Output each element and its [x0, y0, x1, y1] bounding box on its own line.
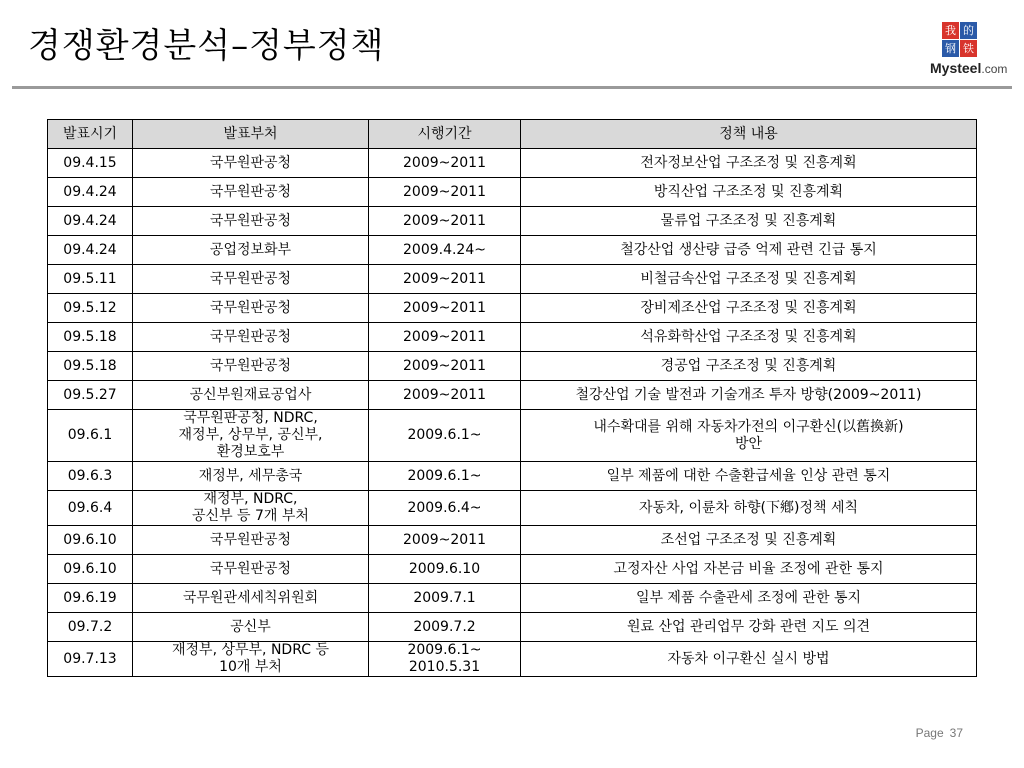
cell-policy-content: 방직산업 구조조정 및 진흥계획: [521, 178, 977, 207]
cell-period: 2009~2011: [369, 265, 521, 294]
table-row: [48, 613, 977, 642]
table-row: [48, 526, 977, 555]
table-row: [48, 642, 977, 677]
page-title: 경쟁환경분석–정부정책: [28, 26, 385, 66]
cell-announce-date: 09.5.11: [48, 265, 133, 294]
cell-period: 2009.6.1~ 2010.5.31: [369, 642, 521, 677]
cell-ministry: 재정부, 상무부, NDRC 등 10개 부처: [133, 642, 369, 677]
header-announce-date: 발표시기: [48, 120, 133, 149]
table-row: [48, 178, 977, 207]
cell-ministry: 국무원판공청: [133, 207, 369, 236]
cell-announce-date: 09.4.24: [48, 178, 133, 207]
title-divider: [12, 86, 1012, 89]
policy-table: [47, 119, 977, 677]
logo-char-2: 的: [960, 22, 977, 39]
cell-policy-content: 일부 제품 수출관세 조정에 관한 통지: [521, 584, 977, 613]
cell-period: 2009.6.10: [369, 555, 521, 584]
logo-char-3: 钢: [942, 40, 959, 57]
cell-policy-content: 원료 산업 관리업무 강화 관련 지도 의견: [521, 613, 977, 642]
cell-ministry: 국무원판공청, NDRC, 재정부, 상무부, 공신부, 환경보호부: [133, 410, 369, 462]
table-row: [48, 207, 977, 236]
cell-announce-date: 09.4.24: [48, 207, 133, 236]
cell-period: 2009~2011: [369, 178, 521, 207]
header-policy-content: 정책 내용: [521, 120, 977, 149]
cell-policy-content: 석유화학산업 구조조정 및 진흥계획: [521, 323, 977, 352]
cell-policy-content: 경공업 구조조정 및 진흥계획: [521, 352, 977, 381]
cell-ministry: 국무원판공청: [133, 323, 369, 352]
cell-ministry: 공신부: [133, 613, 369, 642]
cell-announce-date: 09.6.10: [48, 555, 133, 584]
cell-announce-date: 09.6.4: [48, 491, 133, 526]
header-announcing-ministry: 발표부처: [133, 120, 369, 149]
table-row: [48, 236, 977, 265]
cell-period: 2009.6.4~: [369, 491, 521, 526]
cell-period: 2009.6.1~: [369, 410, 521, 462]
table-row: [48, 410, 977, 462]
logo-brand-name: Mysteel: [930, 60, 982, 76]
page-label: Page: [915, 726, 944, 740]
logo-brand-domain: .com: [981, 62, 1008, 76]
cell-ministry: 국무원판공청: [133, 178, 369, 207]
cell-ministry: 국무원판공청: [133, 149, 369, 178]
cell-ministry: 공업정보화부: [133, 236, 369, 265]
cell-announce-date: 09.5.18: [48, 352, 133, 381]
cell-period: 2009~2011: [369, 149, 521, 178]
cell-period: 2009~2011: [369, 352, 521, 381]
cell-policy-content: 전자정보산업 구조조정 및 진흥계획: [521, 149, 977, 178]
cell-period: 2009~2011: [369, 207, 521, 236]
table-header-row: [48, 120, 977, 149]
cell-policy-content: 장비제조산업 구조조정 및 진흥계획: [521, 294, 977, 323]
cell-policy-content: 물류업 구조조정 및 진흥계획: [521, 207, 977, 236]
table-row: [48, 294, 977, 323]
cell-announce-date: 09.6.19: [48, 584, 133, 613]
table-row: [48, 265, 977, 294]
table-row: [48, 381, 977, 410]
cell-period: 2009.7.2: [369, 613, 521, 642]
cell-period: 2009.7.1: [369, 584, 521, 613]
cell-period: 2009.4.24~: [369, 236, 521, 265]
mysteel-logo: [930, 22, 1020, 84]
cell-ministry: 국무원판공청: [133, 526, 369, 555]
cell-ministry: 국무원관세세칙위원회: [133, 584, 369, 613]
cell-period: 2009~2011: [369, 526, 521, 555]
cell-policy-content: 자동차 이구환신 실시 방법: [521, 642, 977, 677]
logo-char-1: 我: [942, 22, 959, 39]
cell-ministry: 국무원판공청: [133, 265, 369, 294]
cell-period: 2009.6.1~: [369, 462, 521, 491]
cell-ministry: 공신부원재료공업사: [133, 381, 369, 410]
cell-announce-date: 09.6.10: [48, 526, 133, 555]
table-row: [48, 352, 977, 381]
cell-ministry: 재정부, NDRC, 공신부 등 7개 부처: [133, 491, 369, 526]
cell-announce-date: 09.5.12: [48, 294, 133, 323]
cell-period: 2009~2011: [369, 294, 521, 323]
cell-ministry: 국무원판공청: [133, 294, 369, 323]
cell-ministry: 국무원판공청: [133, 555, 369, 584]
cell-policy-content: 조선업 구조조정 및 진흥계획: [521, 526, 977, 555]
cell-announce-date: 09.7.13: [48, 642, 133, 677]
cell-announce-date: 09.6.3: [48, 462, 133, 491]
logo-brand: [930, 60, 1007, 76]
table-row: [48, 584, 977, 613]
cell-policy-content: 철강산업 기술 발전과 기술개조 투자 방향(2009~2011): [521, 381, 977, 410]
cell-announce-date: 09.6.1: [48, 410, 133, 462]
page-number-value: 37: [949, 726, 963, 740]
table-row: [48, 462, 977, 491]
cell-policy-content: 비철금속산업 구조조정 및 진흥계획: [521, 265, 977, 294]
table-row: [48, 323, 977, 352]
cell-announce-date: 09.4.15: [48, 149, 133, 178]
cell-announce-date: 09.7.2: [48, 613, 133, 642]
cell-policy-content: 고정자산 사업 자본금 비율 조정에 관한 통지: [521, 555, 977, 584]
table-body: [48, 149, 977, 677]
cell-ministry: 재정부, 세무총국: [133, 462, 369, 491]
logo-char-4: 铁: [960, 40, 977, 57]
table-row: [48, 491, 977, 526]
cell-policy-content: 자동차, 이륜차 하향(下鄕)정책 세칙: [521, 491, 977, 526]
cell-policy-content: 일부 제품에 대한 수출환급세율 인상 관련 통지: [521, 462, 977, 491]
cell-announce-date: 09.4.24: [48, 236, 133, 265]
page-number: [916, 726, 963, 740]
cell-announce-date: 09.5.27: [48, 381, 133, 410]
cell-period: 2009~2011: [369, 381, 521, 410]
table-row: [48, 149, 977, 178]
cell-announce-date: 09.5.18: [48, 323, 133, 352]
cell-policy-content: 내수확대를 위해 자동차가전의 이구환신(以舊換新) 방안: [521, 410, 977, 462]
table-row: [48, 555, 977, 584]
cell-period: 2009~2011: [369, 323, 521, 352]
header-effective-period: 시행기간: [369, 120, 521, 149]
cell-ministry: 국무원판공청: [133, 352, 369, 381]
cell-policy-content: 철강산업 생산량 급증 억제 관련 긴급 통지: [521, 236, 977, 265]
